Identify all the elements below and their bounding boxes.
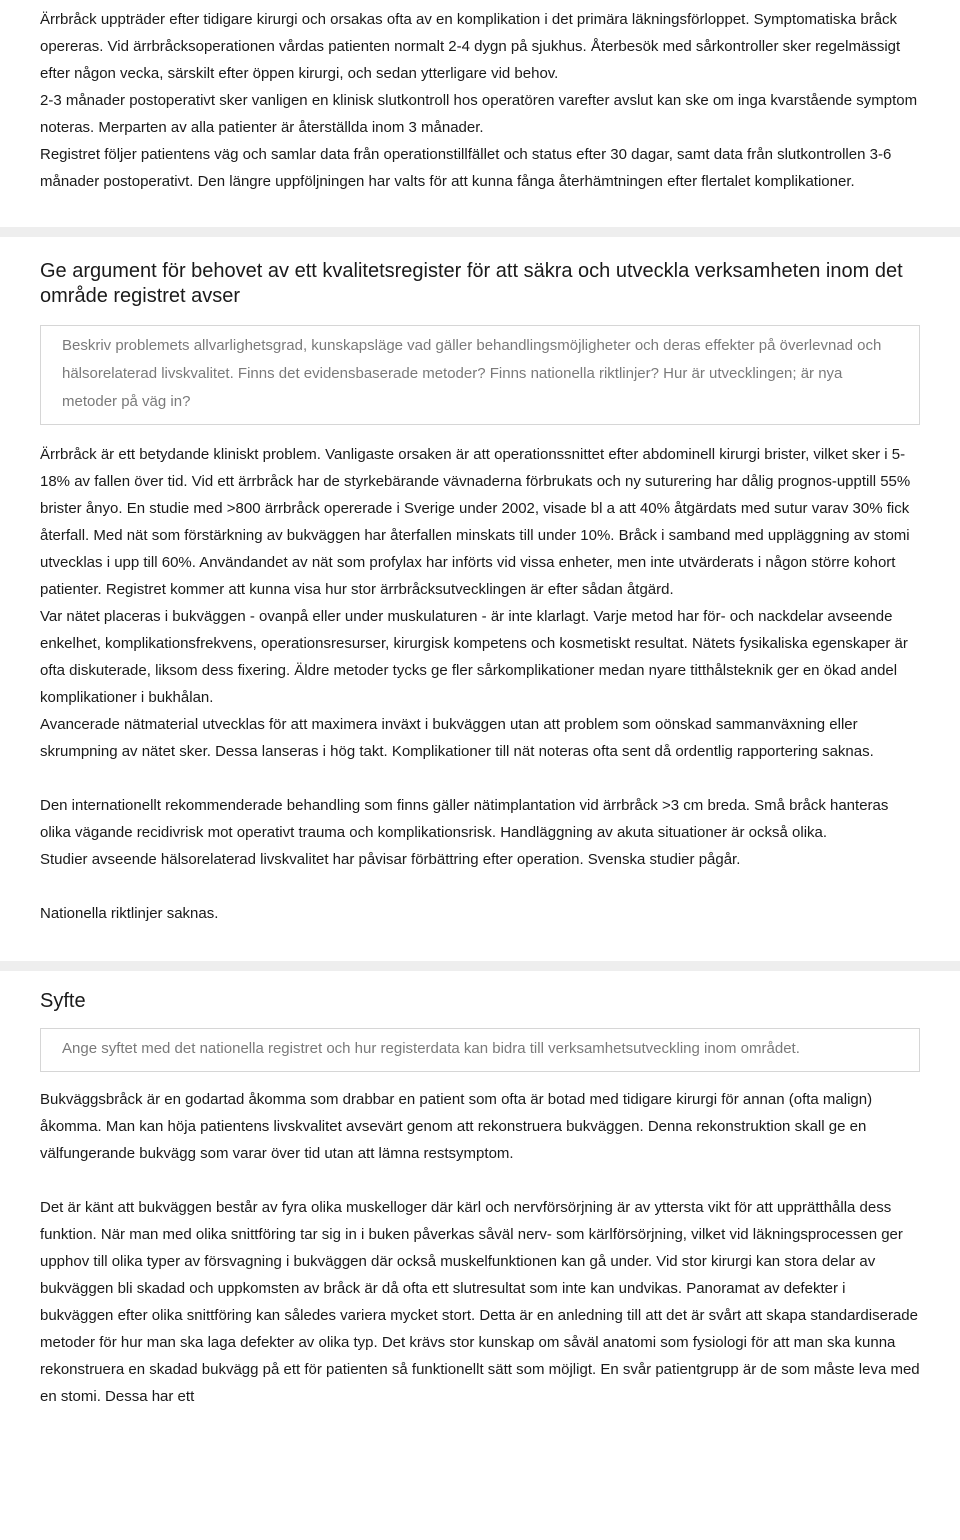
purpose-body — [40, 1086, 920, 1410]
intro-paragraph-2: 2-3 månader postoperativt sker vanligen en klinisk slutkontroll hos operatören varefter avslut kan ske om inga kvarstående symptom noteras. Merparten av alla patienter är återställda inom 3 månader. — [40, 92, 918, 136]
paragraph-gap — [40, 873, 920, 900]
section-divider — [0, 227, 960, 237]
purpose-paragraph-1: Bukväggsbråck är en godartad åkomma som drabbar en patient som ofta är botad med tidigare kirurgi för annan (ofta malign) åkomma. Man kan höja patientens livskvalitet avsevärt genom att rekonstruera bukväggen. Denna rekonstruktion skall ge en välfungerande bukvägg som varar över tid utan att lämna restsymptom. — [40, 1091, 873, 1162]
intro-panel — [10, 0, 950, 227]
argument-paragraph-5: Studier avseende hälsorelaterad livskvalitet har påvisar förbättring efter operation. Svenska studier pågår. — [40, 851, 741, 868]
purpose-section-heading: Syfte — [40, 990, 86, 1012]
argument-instruction-box: Beskriv problemets allvarlighetsgrad, kunskapsläge vad gäller behandlingsmöjligheter och deras effekter på överlevnad och hälsorelaterad livskvalitet. Finns det evidensbaserade metoder? Finns nationella riktlinjer? Hur är utvecklingen; är nya metoder på väg in? — [40, 325, 920, 425]
purpose-paragraph-2: Det är känt att bukväggen består av fyra olika muskelloger där kärl och nervförsörjning är av yttersta vikt för att upprätthålla dess funktion. När man med olika snittföring tar sig in i buken påverkas såväl nerv- som kärlförsörjning, vilket vid läkningsprocessen ger upphov till olika typer av försvagning i bukväggen där också muskelfunktionen kan gå under. Vid stor kirurgi kan stora delar av bukväggen bli skadad och uppkomsten av bråck är då ofta ett slutresultat som inte kan undvikas. Panoramat av defekter i bukväggen efter olika snittföring kan således variera mycket stort. Detta är en anledning till att det är svårt att skapa standardiserade metoder för hur man ska laga defekter av olika typ. Det krävs stor kunskap om såväl anatomi som fysiologi för att man ska kunna rekonstruera en skadad bukvägg på ett för patienten så funktionellt sätt som möjligt. En svår patientgrupp är de som måste leva med en stomi. Dessa har ett — [40, 1199, 920, 1405]
argument-paragraph-6: Nationella riktlinjer saknas. — [40, 905, 219, 922]
purpose-instruction-box: Ange syftet med det nationella registret och hur registerdata kan bidra till verksamhetsutveckling inom området. — [40, 1028, 920, 1072]
intro-paragraph-1: Ärrbråck uppträder efter tidigare kirurgi och orsakas ofta av en komplikation i det primära läkningsförloppet. Symptomatiska bråck opereras. Vid ärrbråcksoperationen vårdas patienten normalt 2-4 dygn på sjukhus. Återbesök med sårkontroller sker regelmässigt efter någon vecka, särskilt efter öppen kirurgi, och sedan ytterligare vid behov. — [40, 11, 901, 82]
section-divider — [0, 961, 960, 971]
argument-section — [10, 237, 950, 961]
argument-paragraph-1: Ärrbråck är ett betydande kliniskt problem. Vanligaste orsaken är att operationssnittet efter abdominell kirurgi brister, vilket sker i 5-18% av fallen över tid. Vid ett ärrbråck har de styrkebärande vävnaderna förbrukats och ny suturering har dålig prognos-upptill 55% brister ånyo. En studie med >800 ärrbråck opererade i Sverige under 2002, visade bl a att 40% åtgärdats med sutur varav 30% fick återfall. Med nät som förstärkning av bukväggen har återfallen minskats till under 10%. Bråck i samband med uppläggning av stomi utvecklas i upp till 60%. Användandet av nät som profylax har införts vid vissa enheter, men inte utvärderats i någon större kohort patienter. Registret kommer att kunna visa hur stor ärrbråcksutvecklingen är efter sådan åtgärd. — [40, 446, 911, 598]
argument-paragraph-2: Var nätet placeras i bukväggen - ovanpå eller under muskulaturen - är inte klarlagt. Varje metod har för- och nackdelar avseende enkelhet, komplikationsfrekvens, operationsresurser, kirurgisk kompetens och kosmetiskt resultat. Nätets fysikaliska egenskaper är ofta diskuterade, liksom dess fixering. Äldre metoder tycks ge fler sårkomplikationer medan nyare titthålsteknik ger en ökad andel komplikationer i bukhålan. — [40, 608, 908, 706]
argument-section-heading: Ge argument för behovet av ett kvalitetsregister för att säkra och utveckla verksamheten inom det område registret avser — [40, 260, 903, 307]
purpose-section — [10, 971, 950, 1410]
argument-paragraph-3: Avancerade nätmaterial utvecklas för att maximera inväxt i bukväggen utan att problem som oönskad sammanväxning eller skrumpning av nätet sker. Dessa lanseras i hög takt. Komplikationer till nät noteras ofta sent då ordentlig rapportering saknas. — [40, 716, 874, 760]
argument-body — [40, 441, 920, 927]
paragraph-gap — [40, 765, 920, 792]
intro-paragraph-3: Registret följer patientens väg och samlar data från operationstillfället och status efter 30 dagar, samt data från slutkontrollen 3-6 månader postoperativt. Den längre uppföljningen har valts för att kunna fånga återhämtningen efter flertalet komplikationer. — [40, 146, 892, 190]
argument-paragraph-4: Den internationellt rekommenderade behandling som finns gäller nätimplantation vid ärrbråck >3 cm breda. Små bråck hanteras olika vägande recidivrisk mot operativt trauma och komplikationsrisk. Handläggning av akuta situationer är också olika. — [40, 797, 889, 841]
paragraph-gap — [40, 1167, 920, 1194]
